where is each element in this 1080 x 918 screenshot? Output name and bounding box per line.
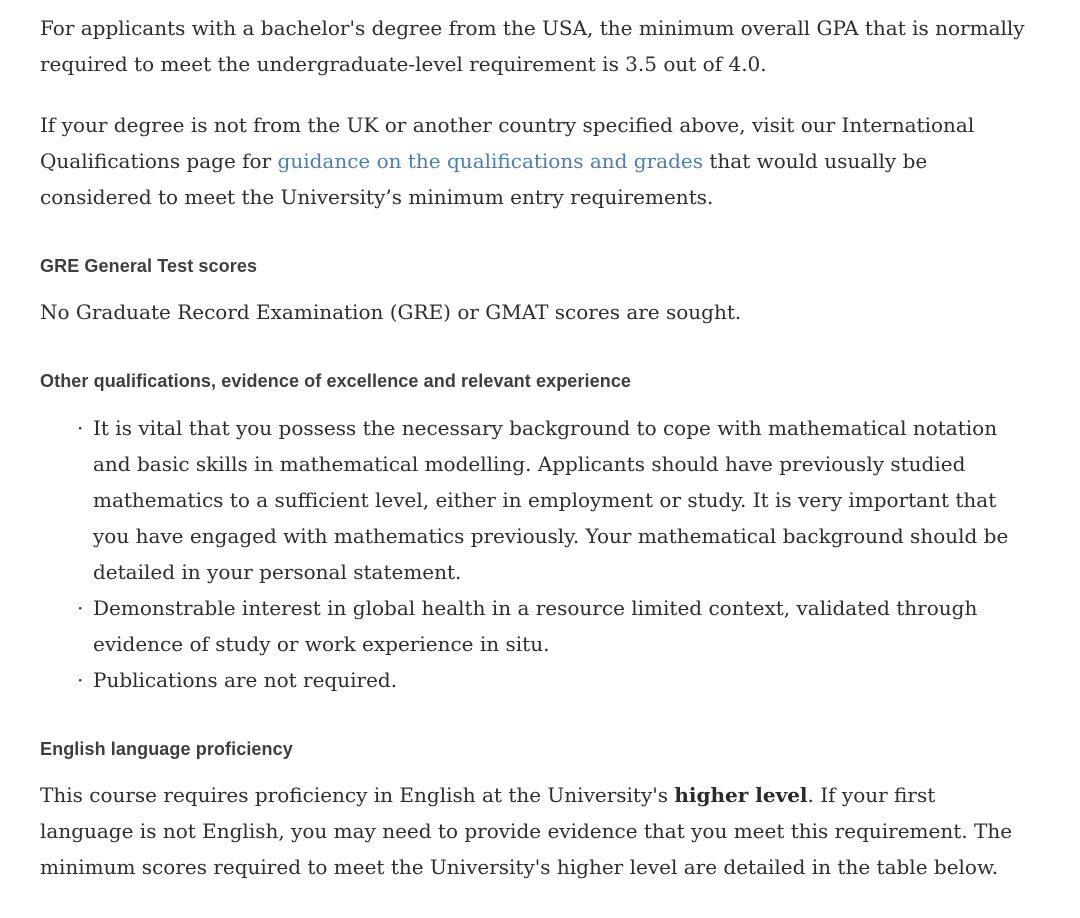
qualifications-bullet-list (40, 410, 1028, 698)
list-item-text: Publications are not required. (93, 667, 398, 692)
paragraph-english-proficiency (40, 777, 1028, 885)
list-item (40, 590, 1028, 662)
heading-gre-scores: GRE General Test scores (40, 256, 258, 276)
qualifications-guidance-link[interactable]: guidance on the qualifications and grades (277, 149, 703, 173)
higher-level-bold-text: higher level (674, 783, 808, 808)
paragraph-english-text-before: This course requires proficiency in English at the University's (40, 783, 675, 808)
bullet-icon: · (77, 595, 84, 620)
paragraph-international-text-before: If your degree is not from the UK or another country specified above, visit our International Qualifications page for (40, 113, 975, 173)
heading-other-qualifications: Other qualifications, evidence of excellence and relevant experience (40, 371, 632, 392)
paragraph-usa-gpa: For applicants with a bachelor's degree from the USA, the minimum overall GPA that is normally required to meet the undergraduate-level requirement is 3.5 out of 4.0. (40, 16, 1025, 76)
list-item (40, 410, 1028, 590)
heading-english-proficiency: English language proficiency (40, 738, 293, 759)
paragraph-english-text-after: . If your first language is not English, you may need to provide evidence that you meet this requirement. The minimum scores required to meet the University's higher level are detailed in the table below. (40, 783, 1013, 880)
bullet-icon: · (77, 667, 84, 692)
list-item-text: It is vital that you possess the necessary background to cope with mathematical notation and basic skills in mathematical modelling. Applicants should have previously studied mathematics to a sufficient level, either in employment or study. It is very important that you have engaged with mathematics previously. Your mathematical background should be detailed in your personal statement. (93, 415, 1009, 584)
bullet-icon: · (77, 415, 84, 440)
list-item (40, 662, 1028, 698)
paragraph-international-text-after: that would usually be considered to meet the University’s minimum entry requirements. (40, 149, 928, 209)
paragraph-international-qualifications (40, 107, 1028, 215)
paragraph-gre: No Graduate Record Examination (GRE) or GMAT scores are sought. (40, 300, 742, 325)
list-item-text: Demonstrable interest in global health in a resource limited context, validated through evidence of study or work experience in situ. (93, 595, 978, 656)
